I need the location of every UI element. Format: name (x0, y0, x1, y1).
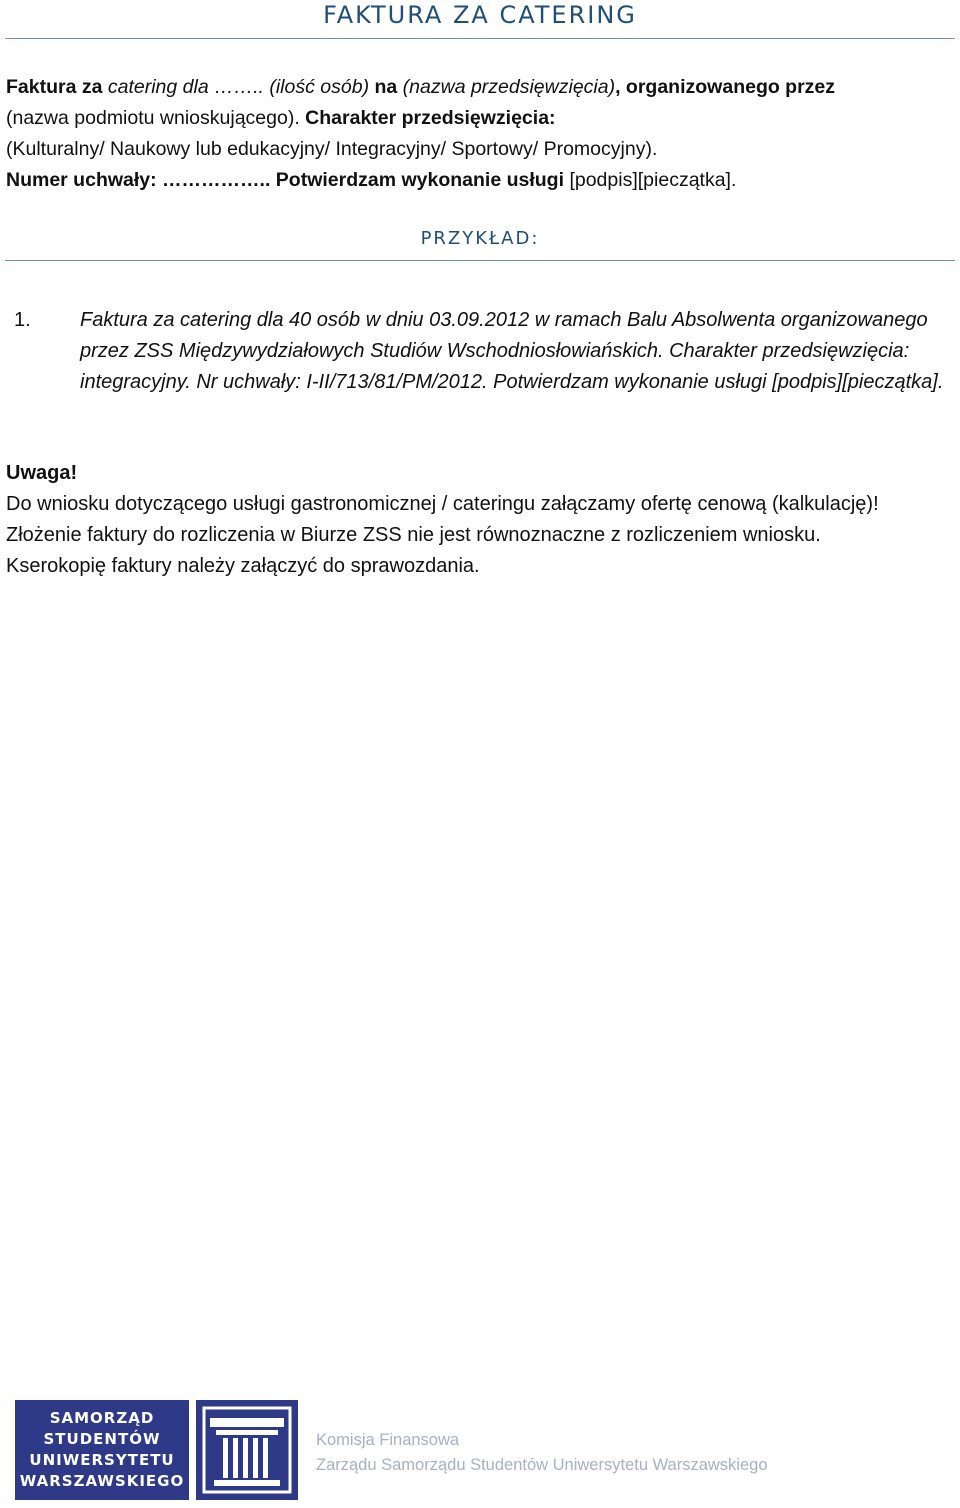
note-section (6, 458, 956, 582)
intro-part: , organizowanego przez (615, 76, 836, 98)
note-line: Do wniosku dotyczącego usługi gastronomicznej / cateringu załączamy ofertę cenową (kalkulację)! (6, 493, 879, 515)
invoice-template-text (6, 72, 956, 196)
example-divider (5, 260, 955, 261)
intro-part: na (374, 76, 398, 98)
column-emblem-icon (196, 1400, 298, 1500)
title-divider (5, 38, 955, 39)
column-emblem-graphic (196, 1400, 298, 1500)
zss-logo (15, 1400, 189, 1500)
intro-part: Numer uchwały: …………….. Potwierdzam wykonanie usługi (6, 169, 565, 191)
logo-text-line: WARSZAWSKIEGO (19, 1472, 185, 1490)
page-title: FAKTURA ZA CATERING (323, 1, 637, 29)
footer-line: Komisja Finansowa (316, 1431, 460, 1449)
intro-part: (nazwa podmiotu wnioskującego). (6, 107, 300, 129)
note-heading: Uwaga! (6, 462, 78, 484)
logo-text-line: STUDENTÓW (43, 1430, 161, 1448)
intro-part: Charakter przedsięwzięcia: (305, 107, 556, 129)
logo-text-line: SAMORZĄD (49, 1409, 155, 1427)
footer-caption (316, 1428, 768, 1478)
intro-part: (nazwa przedsięwzięcia) (402, 76, 616, 98)
note-line: Kserokopię faktury należy załączyć do sprawozdania. (6, 555, 480, 577)
logo-text-line: UNIWERSYTETU (29, 1451, 175, 1469)
example-text: Faktura za catering dla 40 osób w dniu 03.09.2012 w ramach Balu Absolwenta organizowanego przez ZSS Międzywydziałowych Studiów Wschodniosłowiańskich. Charakter przedsięwzięcia: integracyjny. Nr uchwały: I-II/713/81/PM/2012. Potwierdzam wykonanie usługi [podpis][pieczątka]. (80, 309, 944, 393)
note-line: Złożenie faktury do rozliczenia w Biurze ZSS nie jest równoznaczne z rozliczeniem wniosku. (6, 524, 821, 546)
example-heading: PRZYKŁAD: (420, 228, 540, 249)
intro-part: catering dla …….. (ilość osób) (107, 76, 370, 98)
intro-part: (Kulturalny/ Naukowy lub edukacyjny/ Integracyjny/ Sportowy/ Promocyjny). (6, 138, 658, 160)
footer-line: Zarządu Samorządu Studentów Uniwersytetu Warszawskiego (316, 1456, 768, 1474)
example-item (14, 305, 944, 398)
intro-part: Faktura za (6, 76, 103, 98)
intro-part: [podpis][pieczątka]. (569, 169, 737, 191)
example-number: 1. (14, 309, 31, 331)
